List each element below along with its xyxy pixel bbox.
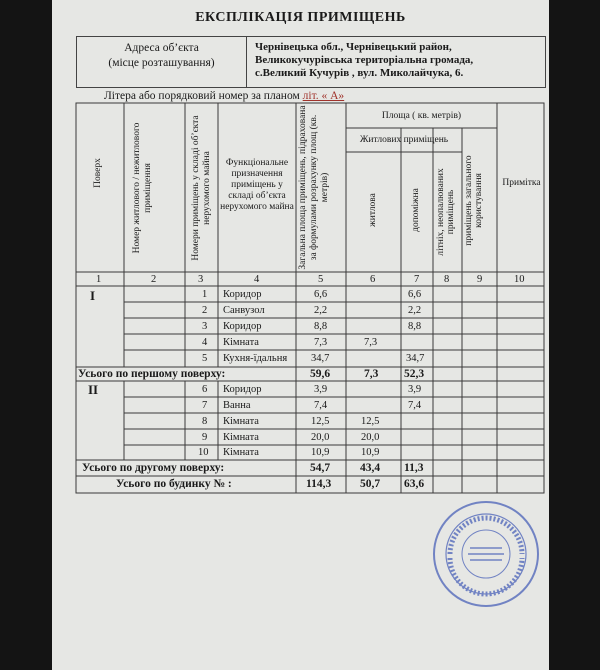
- document-sheet: [52, 0, 549, 670]
- room-number: 6: [202, 384, 208, 395]
- header-living-group: Житлових приміщень: [359, 135, 449, 145]
- col-number: 4: [254, 274, 260, 285]
- floor-label: II: [88, 382, 99, 397]
- room-number: 5: [202, 353, 208, 364]
- room-number: 4: [202, 337, 208, 348]
- room-total: 7,4: [314, 400, 328, 411]
- room-living: 10,9: [361, 447, 380, 458]
- floor-label: I: [90, 288, 96, 303]
- room-aux: 8,8: [408, 321, 422, 332]
- round-stamp: [430, 498, 542, 610]
- total-living: 43,4: [360, 462, 381, 474]
- header-common: приміщень загального користування: [464, 155, 484, 246]
- room-aux: 3,9: [408, 384, 422, 395]
- room-name: Кімната: [223, 447, 259, 458]
- total-area: 59,6: [310, 368, 331, 380]
- total-label: Усього по другому поверху:: [82, 462, 225, 474]
- room-name: Коридор: [223, 289, 262, 300]
- room-aux: 2,2: [408, 305, 422, 316]
- address-label: Адреса об’єкта (місце розташування): [77, 37, 247, 87]
- header-area-group: Площа ( кв. метрів): [381, 111, 462, 121]
- col-number: 8: [444, 274, 450, 285]
- room-number: 1: [202, 289, 208, 300]
- room-living: 12,5: [361, 416, 380, 427]
- total-area: 114,3: [306, 478, 332, 490]
- room-total: 2,2: [314, 305, 328, 316]
- header-living: житлова: [368, 193, 378, 227]
- total-aux: 63,6: [404, 478, 425, 490]
- room-number: 3: [202, 321, 208, 332]
- col-number: 7: [414, 274, 420, 285]
- room-number: 10: [198, 447, 209, 458]
- header-total-area: Загальна площа приміщень, підрахована за формулами розрахунку площ (кв. метрів): [298, 105, 330, 270]
- room-aux: 34,7: [406, 353, 425, 364]
- document-title: ЕКСПЛІКАЦІЯ ПРИМІЩЕНЬ: [195, 10, 406, 25]
- room-name: Кімната: [223, 416, 259, 427]
- room-name: Коридор: [223, 321, 262, 332]
- col-number: 2: [151, 274, 157, 285]
- col-number: 3: [198, 274, 204, 285]
- room-name: Кухня-їдальня: [223, 353, 288, 364]
- room-name: Санвузол: [223, 305, 265, 316]
- room-number: 9: [202, 432, 208, 443]
- room-total: 7,3: [314, 337, 328, 348]
- room-total: 34,7: [311, 353, 330, 364]
- room-name: Ванна: [223, 400, 251, 411]
- room-name: Коридор: [223, 384, 262, 395]
- room-total: 20,0: [311, 432, 330, 443]
- room-number: 7: [202, 400, 208, 411]
- total-living: 50,7: [360, 478, 381, 490]
- header-note: Примітка: [502, 178, 541, 188]
- room-aux: 6,6: [408, 289, 422, 300]
- room-total: 3,9: [314, 384, 328, 395]
- total-label: Усього по будинку № :: [116, 478, 232, 490]
- room-living: 7,3: [364, 337, 378, 348]
- total-aux: 11,3: [404, 462, 424, 474]
- address-text: Чернівецька обл., Чернівецький район, Великокучурівська територіальна громада, с.Великий Кучурів , вул. Миколайчука, 6.: [255, 41, 474, 79]
- room-name: Кімната: [223, 337, 259, 348]
- room-total: 10,9: [311, 447, 330, 458]
- litera-value: літ. « А»: [302, 90, 345, 102]
- col-number: 10: [514, 274, 525, 285]
- room-total: 6,6: [314, 289, 328, 300]
- header-floor: Поверх: [93, 158, 103, 188]
- header-room-number: Номери приміщень у складі об’єкта нерухомого майна: [191, 115, 212, 261]
- col-number: 1: [96, 274, 102, 285]
- room-living: 20,0: [361, 432, 380, 443]
- room-total: 8,8: [314, 321, 328, 332]
- total-label: Усього по першому поверху:: [78, 368, 226, 380]
- header-summer: літніх, неопалюваних приміщень: [436, 168, 456, 256]
- total-aux: 52,3: [404, 368, 425, 380]
- col-number: 9: [477, 274, 483, 285]
- header-room-num-type: Номер житлового / нежитлового приміщення: [132, 122, 153, 254]
- room-total: 12,5: [311, 416, 330, 427]
- header-purpose: Функціональне призначення приміщень у складі об’єкта нерухомого майна: [220, 158, 294, 212]
- col-number: 6: [370, 274, 376, 285]
- total-area: 54,7: [310, 462, 331, 474]
- col-number: 5: [318, 274, 324, 285]
- total-living: 7,3: [364, 368, 379, 380]
- litera-label: Літера або порядковий номер за планом: [104, 90, 300, 102]
- header-auxiliary: допоміжна: [411, 188, 421, 232]
- room-name: Кімната: [223, 432, 259, 443]
- room-number: 8: [202, 416, 208, 427]
- room-number: 2: [202, 305, 208, 316]
- room-aux: 7,4: [408, 400, 422, 411]
